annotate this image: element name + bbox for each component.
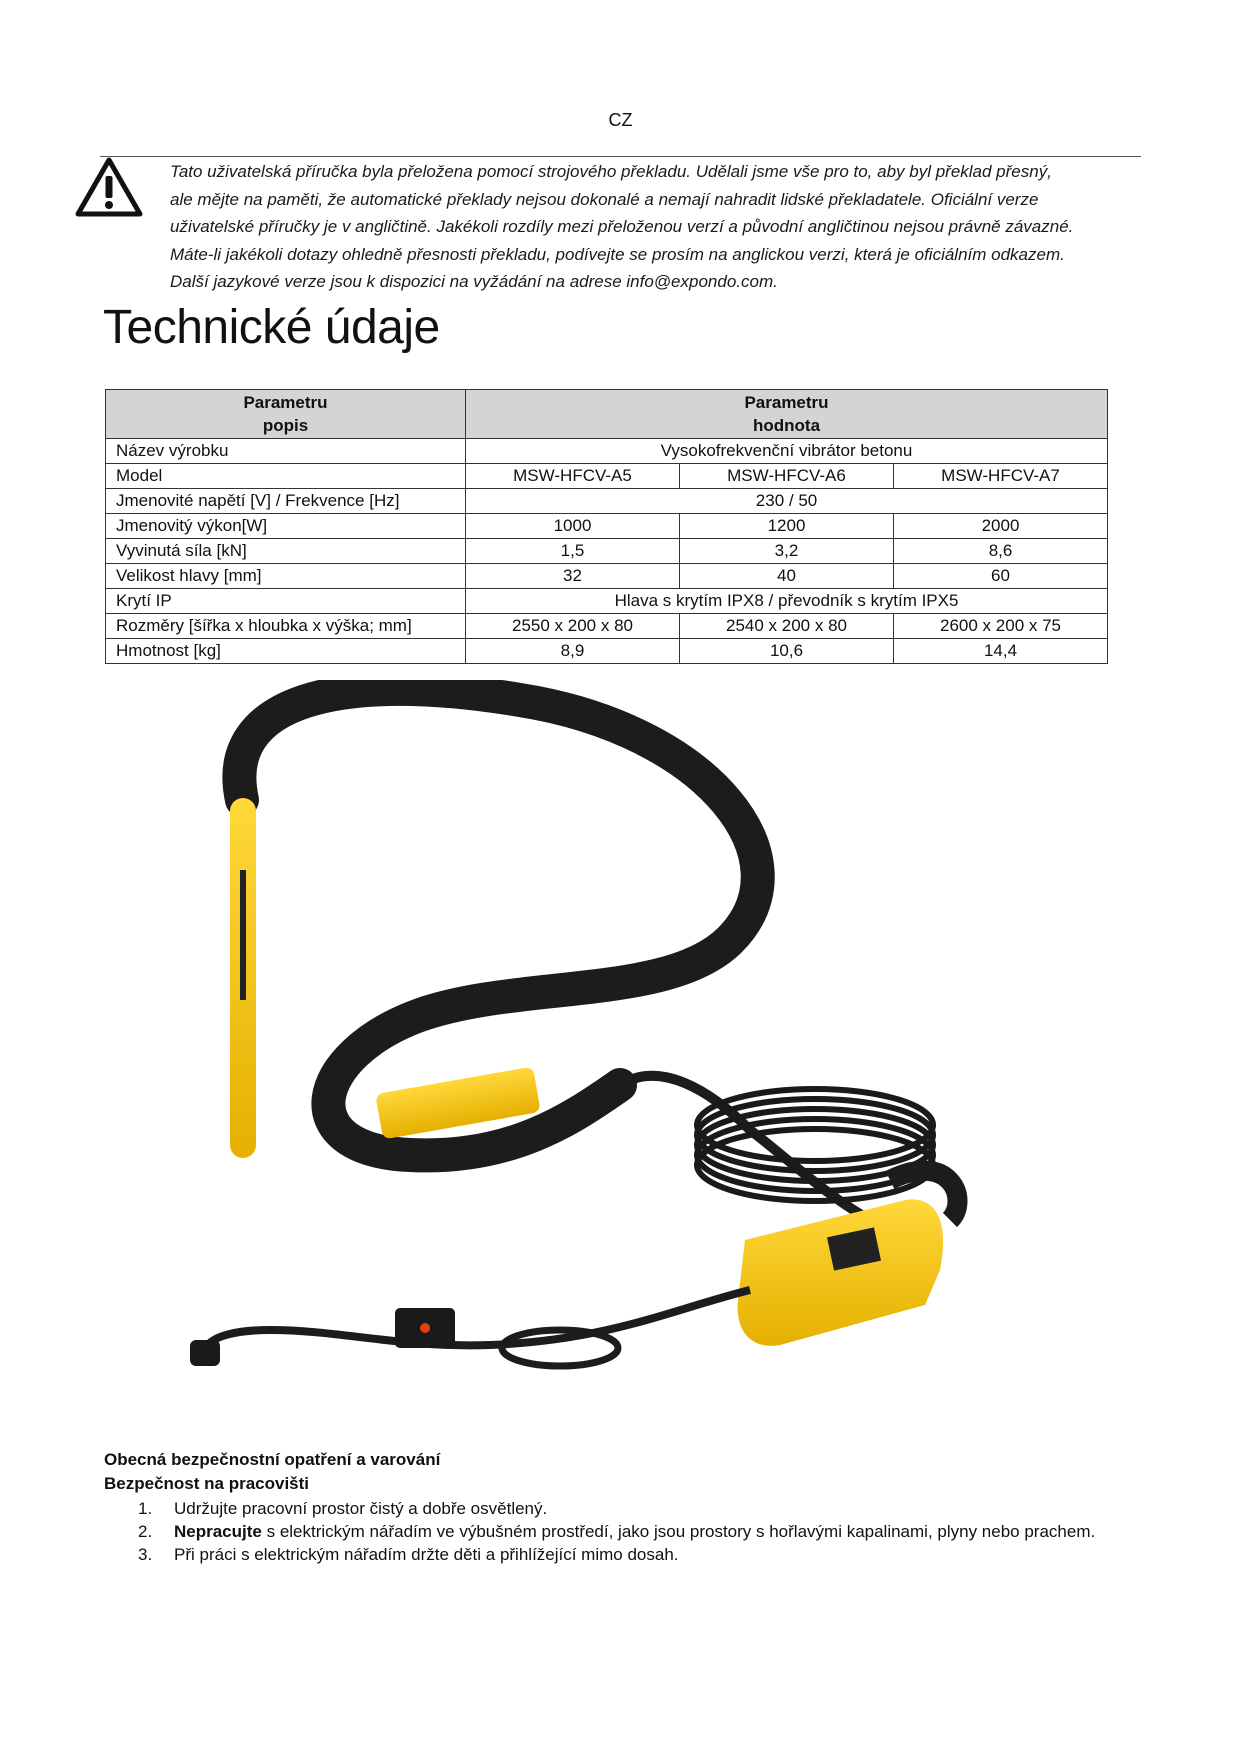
cell-a5: MSW-HFCV-A5 — [466, 464, 680, 489]
safety-heading: Obecná bezpečnostní opatření a varování — [104, 1450, 441, 1469]
row-label: Krytí IP — [106, 589, 466, 614]
table-row — [106, 439, 1108, 464]
cell-a5: 1,5 — [466, 539, 680, 564]
row-value: Vysokofrekvenční vibrátor betonu — [466, 439, 1108, 464]
table-row — [106, 464, 1108, 489]
disclaimer-line: Máte-li jakékoli dotazy ohledně přesnosti překladu, podívejte se prosím na anglickou verzi, která je oficiálním odkazem. — [170, 244, 1065, 264]
disclaimer-line: ale mějte na paměti, že automatické překlady nejsou dokonalé a nemají nahradit lidské překladatele. Oficiální verze — [170, 189, 1039, 209]
rcd-switch — [395, 1308, 455, 1348]
table-row — [106, 564, 1108, 589]
page-title: Technické údaje — [103, 301, 440, 354]
cell-a6: 40 — [680, 564, 894, 589]
row-value: 230 / 50 — [466, 489, 1108, 514]
list-item — [104, 1520, 1138, 1543]
header-text: Parametru — [744, 393, 829, 412]
table-row — [106, 514, 1108, 539]
cell-a6: 3,2 — [680, 539, 894, 564]
row-label: Hmotnost [kg] — [106, 639, 466, 664]
translation-disclaimer — [170, 158, 1140, 296]
header-text: popis — [262, 416, 309, 435]
cell-a5: 2550 x 200 x 80 — [466, 614, 680, 639]
safety-subheading: Bezpečnost na pracovišti — [104, 1474, 310, 1493]
cell-a6: 1200 — [680, 514, 894, 539]
list-lead: Nepracujte — [174, 1522, 262, 1541]
cell-a7: 8,6 — [894, 539, 1108, 564]
cell-a5: 32 — [466, 564, 680, 589]
list-item — [104, 1543, 1138, 1566]
list-number: 3. — [138, 1545, 153, 1564]
disclaimer-line: uživatelské příručky je v angličtině. Jakékoli rozdíly mezi přeloženou verzí a původní angličtinou nejsou právně závazné. — [170, 217, 1074, 236]
list-item — [104, 1497, 1138, 1520]
language-code: CZ — [608, 110, 633, 130]
product-photo — [190, 680, 1070, 1430]
disclaimer-line: Další jazykové verze jsou k dispozici na vyžádání na adrese info@expondo.com. — [170, 272, 778, 291]
list-text: Při práci s elektrickým nářadím držte děti a přihlížející mimo dosah. — [174, 1545, 679, 1564]
power-plug — [190, 1340, 220, 1366]
table-row — [106, 489, 1108, 514]
row-label: Velikost hlavy [mm] — [106, 564, 466, 589]
specification-table — [105, 389, 1108, 664]
vibrator-hose — [239, 689, 880, 1225]
vibrator-head — [230, 798, 256, 1158]
row-label: Název výrobku — [106, 439, 466, 464]
cell-a7: 14,4 — [894, 639, 1108, 664]
safety-list — [104, 1497, 1138, 1566]
header-parameter-description — [106, 390, 466, 439]
disclaimer-line: Tato uživatelská příručka byla přeložena pomocí strojového překladu. Udělali jsme vše pro to, aby byl překlad přesný, — [170, 162, 1052, 181]
cell-a7: 2600 x 200 x 75 — [894, 614, 1108, 639]
cell-a7: 2000 — [894, 514, 1108, 539]
row-label: Rozměry [šířka x hloubka x výška; mm] — [106, 614, 466, 639]
header-divider — [100, 156, 1141, 157]
converter-box — [738, 1199, 943, 1345]
table-header-row — [106, 390, 1108, 439]
table-row — [106, 589, 1108, 614]
warning-triangle-icon — [74, 156, 144, 218]
cell-a6: MSW-HFCV-A6 — [680, 464, 894, 489]
header-text: Parametru — [243, 393, 328, 412]
row-label: Model — [106, 464, 466, 489]
cell-a5: 1000 — [466, 514, 680, 539]
cell-a5: 8,9 — [466, 639, 680, 664]
list-number: 1. — [138, 1499, 153, 1518]
cell-a6: 10,6 — [680, 639, 894, 664]
header-parameter-value — [466, 390, 1108, 439]
row-label: Jmenovitý výkon[W] — [106, 514, 466, 539]
table-row — [106, 539, 1108, 564]
list-text: s elektrickým nářadím ve výbušném prostředí, jako jsou prostory s hořlavými kapalinami, plyny nebo prachem. — [261, 1522, 1096, 1541]
header-text: hodnota — [752, 416, 821, 435]
cell-a7: MSW-HFCV-A7 — [894, 464, 1108, 489]
cell-a6: 2540 x 200 x 80 — [680, 614, 894, 639]
row-label: Vyvinutá síla [kN] — [106, 539, 466, 564]
list-text: Udržujte pracovní prostor čistý a dobře osvětlený. — [174, 1499, 548, 1518]
cell-a7: 60 — [894, 564, 1108, 589]
row-value: Hlava s krytím IPX8 / převodník s krytím IPX5 — [466, 589, 1108, 614]
table-row — [106, 639, 1108, 664]
table-row — [106, 614, 1108, 639]
list-number: 2. — [138, 1522, 153, 1541]
row-label: Jmenovité napětí [V] / Frekvence [Hz] — [106, 489, 466, 514]
